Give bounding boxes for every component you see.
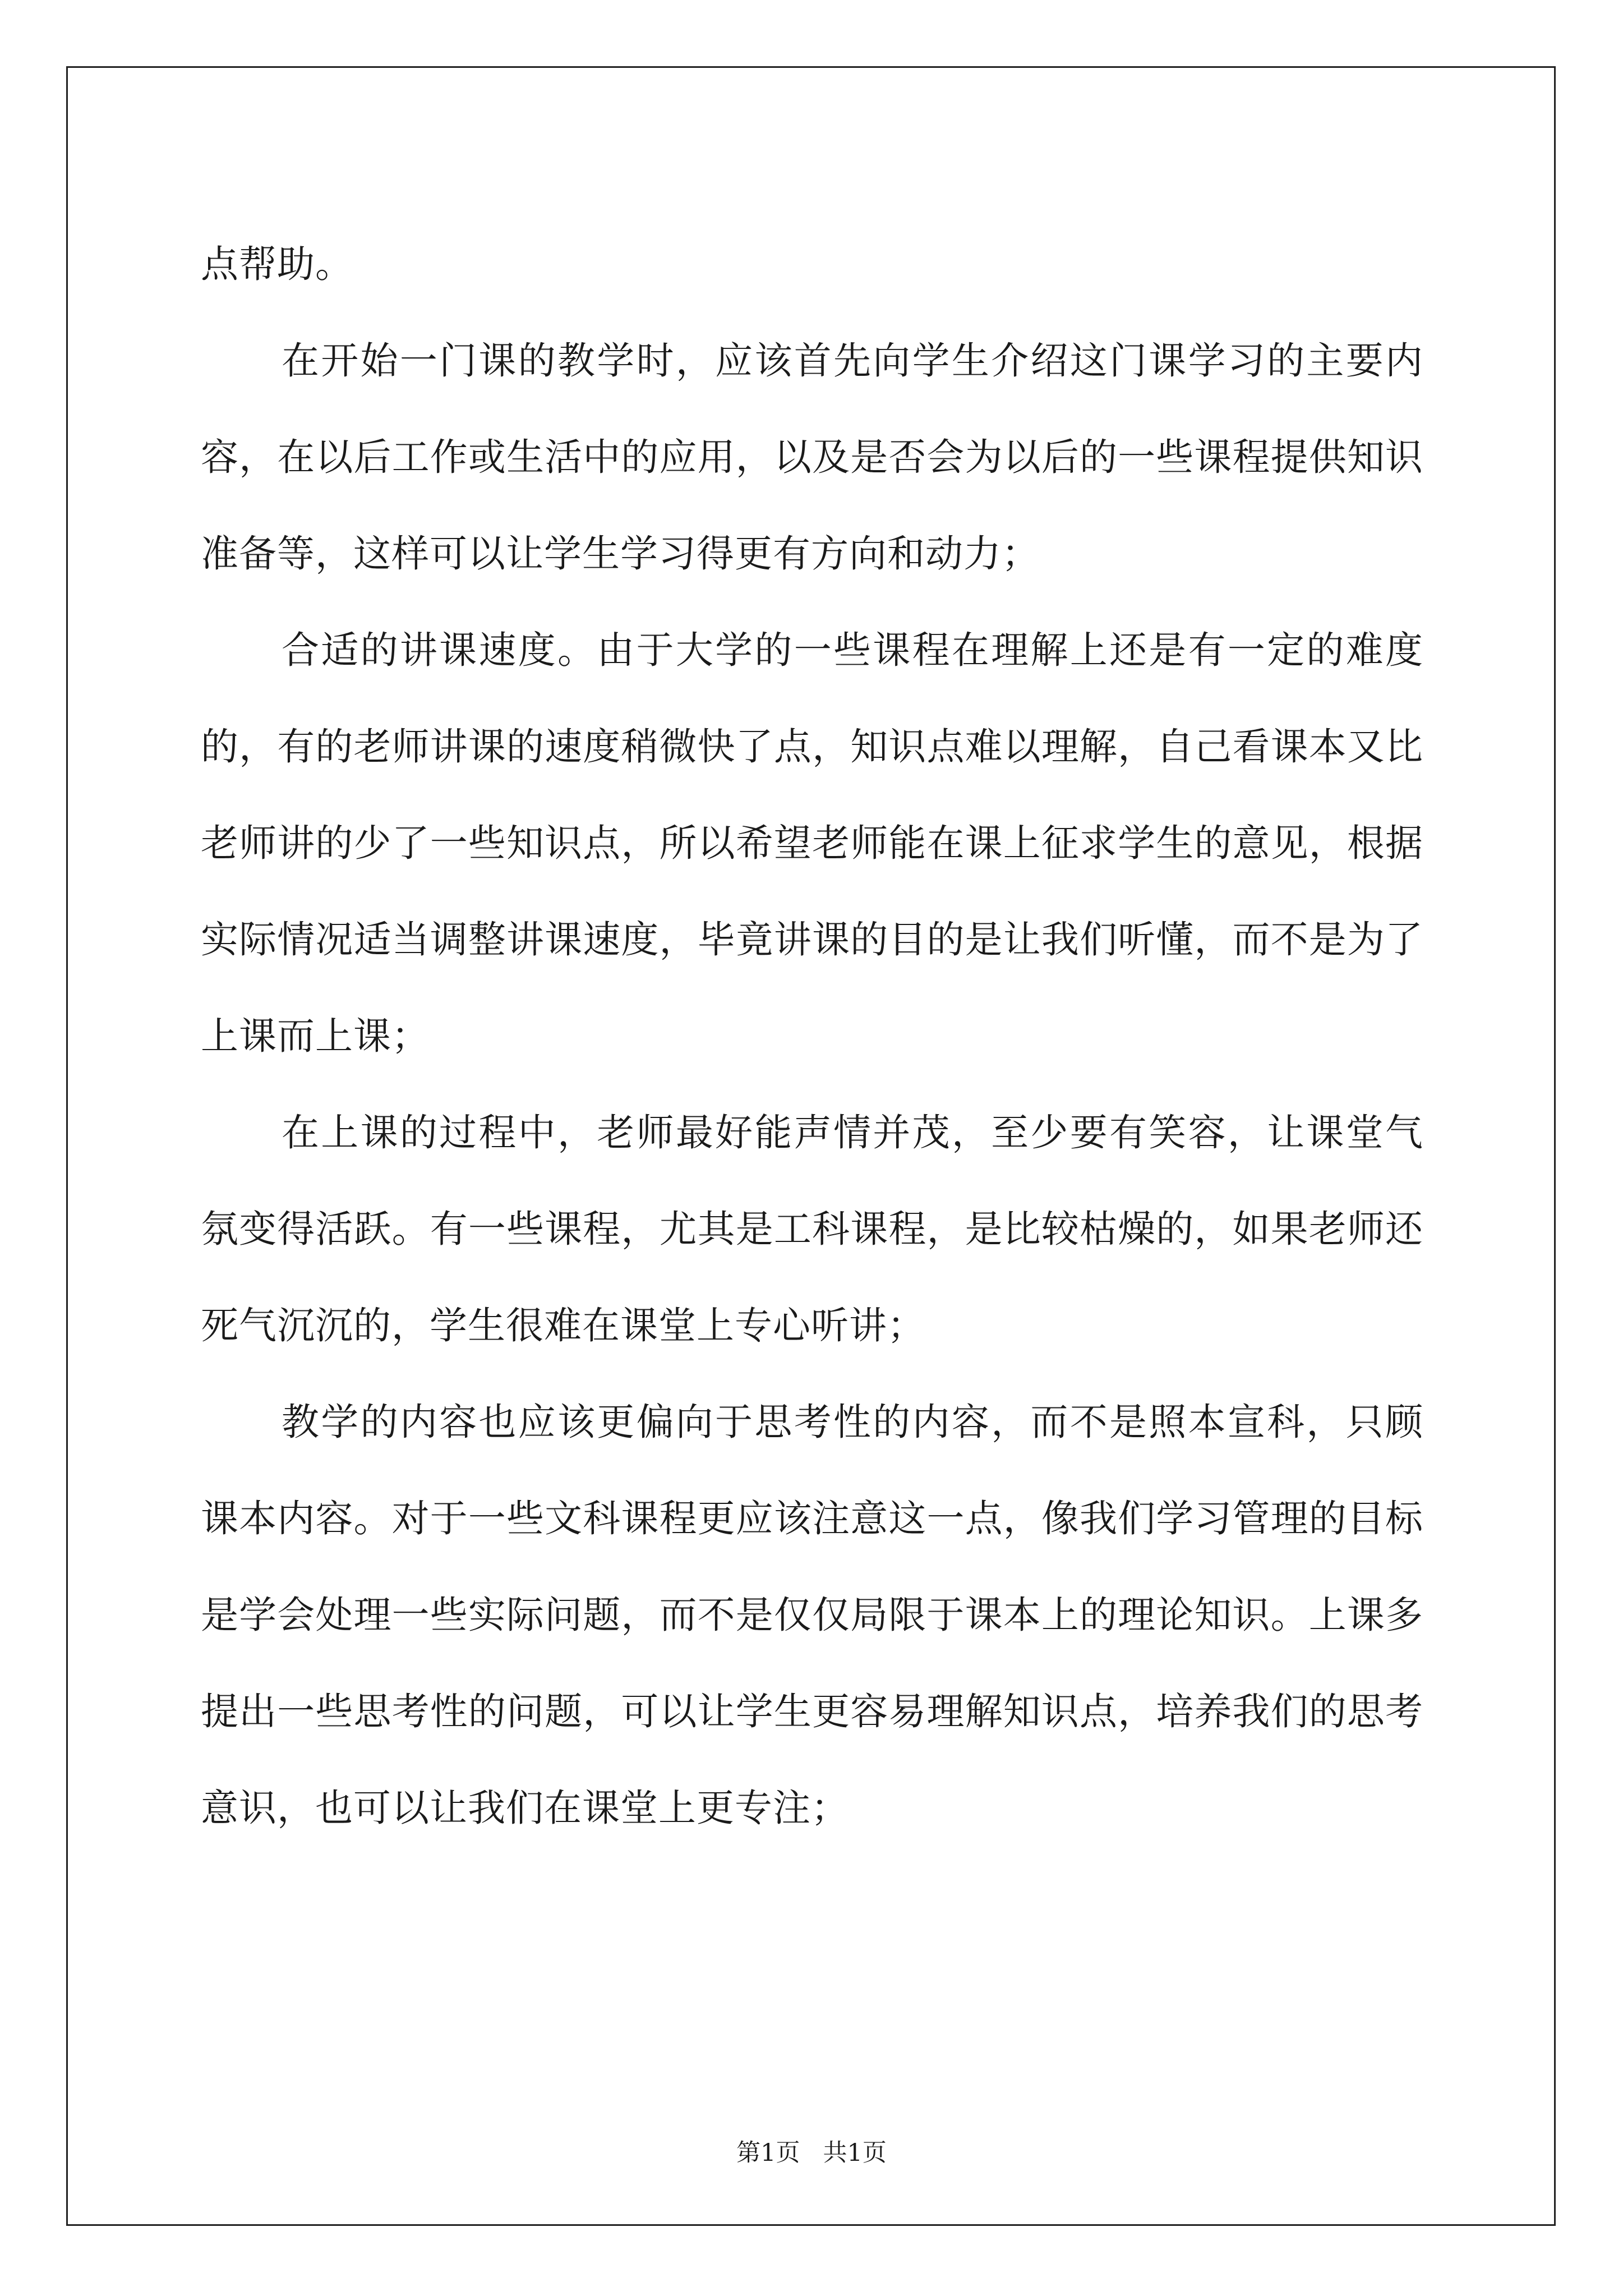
document-body — [201, 216, 1423, 1856]
paragraph-2: 在开始一门课的教学时，应该首先向学生介绍这门课学习的主要内容，在以后工作或生活中的应用，以及是否会为以后的一些课程提供知识准备等，这样可以让学生学习得更有方向和动力； — [201, 339, 1423, 576]
paragraph-4: 在上课的过程中，老师最好能声情并茂，至少要有笑容，让课堂气氛变得活跃。有一些课程，尤其是工科课程，是比较枯燥的，如果老师还死气沉沉的，学生很难在课堂上专心听讲； — [201, 1111, 1423, 1347]
paragraph-3: 合适的讲课速度。由于大学的一些课程在理解上还是有一定的难度的，有的老师讲课的速度稍微快了点，知识点难以理解，自己看课本又比老师讲的少了一些知识点，所以希望老师能在课上征求学生的意见，根据实际情况适当调整讲课速度，毕竟讲课的目的是让我们听懂，而不是为了上课而上课； — [201, 628, 1423, 1058]
paragraph-5: 教学的内容也应该更偏向于思考性的内容，而不是照本宣科，只顾课本内容。对于一些文科课程更应该注意这一点，像我们学习管理的目标是学会处理一些实际问题，而不是仅仅局限于课本上的理论知识。上课多提出一些思考性的问题，可以让学生更容易理解知识点，培养我们的思考意识，也可以让我们在课堂上更专注； — [201, 1400, 1423, 1830]
paragraph-1: 点帮助。 — [201, 242, 353, 286]
page-footer: 第1页 共1页 — [736, 2139, 887, 2167]
